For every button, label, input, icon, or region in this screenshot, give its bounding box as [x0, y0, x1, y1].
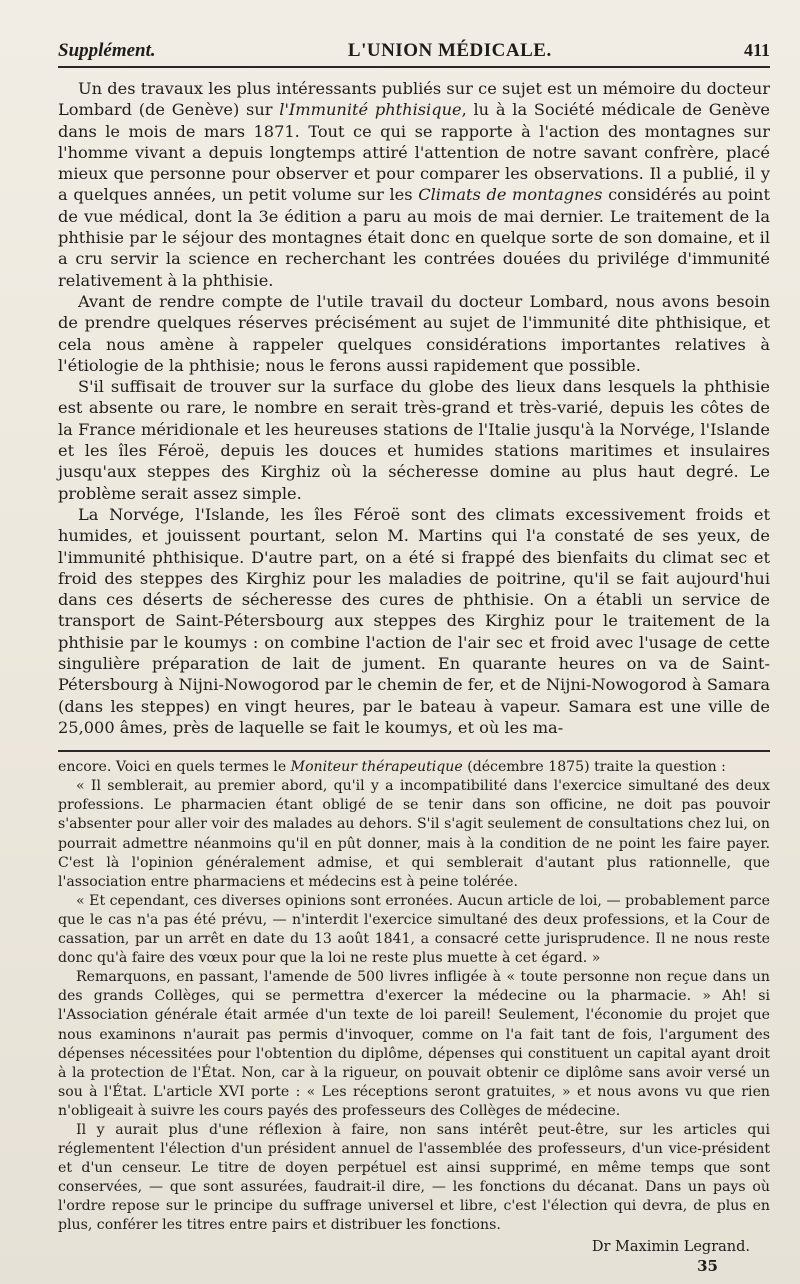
journal-title: L'UNION MÉDICALE. — [347, 40, 552, 61]
text-run: Un des travaux les plus intéressants publiés sur ce sujet est un mémoire du docteur Lombard (de Genève) sur — [58, 79, 770, 120]
italic-run: l'Immunité phthisique — [279, 100, 462, 120]
main-article — [58, 78, 770, 738]
note-paragraph-3: « Et cependant, ces diverses opinions sont erronées. Aucun article de loi, — probablement parce que le cas n'a pas été prévu, — n'interdit l'exercice simultané des deux professions, et la Cour de cassation, par un arrêt en date du 13 août 1841, a consacré cette jurisprudence. Il ne nous reste donc qu'à faire des vœux pour que la loi ne reste plus muette à cet égard. » — [58, 892, 770, 967]
section-label: Supplément. — [58, 40, 156, 61]
note-paragraph-5: Il y aurait plus d'une réflexion à faire, non sans intérêt peut-être, sur les articles qui réglementent l'élection d'un président annuel de l'assemblée des professeurs, d'un vice-président et d'un censeur. Le titre de doyen perpétuel est ainsi supprimé, en même temps que sont conservées, — que sont assurées, faudrait-il dire, — les fonctions du décanat. Dans un pays où l'ordre repose sur le principe du suffrage universel et libre, c'est l'élection qui devra, de plus en plus, conférer les titres entre pairs et distribuer les fonctions. — [58, 1121, 770, 1234]
paragraph-1 — [58, 78, 770, 291]
italic-run: Climats de montagnes — [418, 185, 603, 205]
italic-run: Moniteur thérapeutique — [290, 759, 463, 776]
text-run: encore. Voici en quels termes le — [58, 759, 291, 776]
text-run: , lu à la Société médicale de Genève dans le mois de mars 1871. Tout ce qui se rapporte à l'action des montagnes sur l'homme vivant a depuis longtemps attiré l'attention de notre savant confrère, placé mieux que personne pour observer et pour comparer les observations. Il a publié, il y a quelques années, un petit volume sur les — [58, 100, 770, 205]
note-paragraph-4: Remarquons, en passant, l'amende de 500 livres infligée à « toute personne non reçue dans un des grands Collèges, qui se permettra d'exercer la médecine ou la pharmacie. » Ah! si l'Association générale était armée d'un texte de loi pareil! Seulement, l'économie du projet que nous examinons n'aurait pas permis d'invoquer, comme on l'a fait tant de fois, l'argument des dépenses nécessitées pour l'obtention du diplôme, dépenses qui constituent un capital ayant droit à la protection de l'État. Non, car à la rigueur, on pouvait obtenir ce diplôme sans avoir versé un sou à l'État. L'article XVI porte : « Les réceptions seront gratuites, » et nous avons vu que rien n'obligeait à suivre les cours payés des professeurs des Collèges de médecine. — [58, 969, 770, 1119]
paragraph-3: S'il suffisait de trouver sur la surface du globe des lieux dans lesquels la phthisie est absente ou rare, le nombre en serait très-grand et très-varié, depuis les côtes de la France méridionale et les heureuses stations de l'Italie jusqu'à la Norvége, l'Islande et les îles Féroë, depuis les douces et humides stations maritimes et insulaires jusqu'aux steppes des Kirghiz où la sécheresse domine au plus haut degré. Le problème serait assez simple. — [58, 377, 770, 503]
footnote-separator — [58, 750, 770, 752]
text-run: considérés au point de vue médical, dont la 3e édition a paru au mois de mai dernier. Le traitement de la phthisie par le séjour des montagnes était donc en quelque sorte de son domaine, et il a cru servir la science en recherchant les contrées douées du privilége d'immunité relativement à la phthisie. — [58, 185, 770, 290]
paragraph-2: Avant de rendre compte de l'utile travail du docteur Lombard, nous avons besoin de prendre quelques réserves précisément au sujet de l'immunité dite phthisique, et cela nous amène à rappeler quelques considérations importantes relatives à l'étiologie de la phthisie; nous le ferons aussi rapidement que possible. — [58, 291, 770, 375]
feuilleton-text — [58, 758, 770, 1276]
text-run: (décembre 1875) traite la question : — [462, 759, 726, 776]
note-paragraph-2: « Il semblerait, au premier abord, qu'il y a incompatibilité dans l'exercice simultané des deux professions. Le pharmacien étant obligé de se tenir dans son officine, ne doit pas pouvoir s'absenter pour aller voir des malades au dehors. S'il s'agit seulement de consultations chez lui, on pourrait admettre néanmoins qu'il en pût donner, mais à la condition de ne point les faire payer. C'est là l'opinion généralement admise, et qui semblerait d'autant plus rationnelle, que l'association entre pharmaciens et médecins est à peine tolérée. — [58, 778, 770, 890]
author-signature: Dr Maximin Legrand. — [591, 1238, 750, 1255]
running-header — [58, 40, 770, 68]
paragraph-4: La Norvége, l'Islande, les îles Féroë sont des climats excessivement froids et humides, et jouissent pourtant, selon M. Martins qui l'a constaté de ses yeux, de l'immunité phthisique. D'autre part, on a été si frappé des bienfaits du climat sec et froid des steppes des Kirghiz pour les maladies de poitrine, qu'il se fait aujourd'hui dans ces déserts de sécheresse des cures de phthisie. On a établi un service de transport de Saint-Pétersbourg aux steppes des Kirghiz pour le traitement de la phthisie par le koumys : on combine l'action de l'air sec et froid avec l'usage de cette singulière préparation de lait de jument. En quarante heures on va de Saint-Pétersbourg à Nijni-Nowogorod par le chemin de fer, et de Nijni-Nowogorod à Samara (dans les steppes) en vingt heures, par le bateau à vapeur. Samara est une ville de 25,000 âmes, près de laquelle se fait le koumys, et où les ma- — [58, 504, 770, 737]
page-number: 411 — [743, 40, 770, 60]
signature-marker: 35 — [697, 1256, 718, 1275]
note-paragraph-1 — [58, 758, 770, 777]
